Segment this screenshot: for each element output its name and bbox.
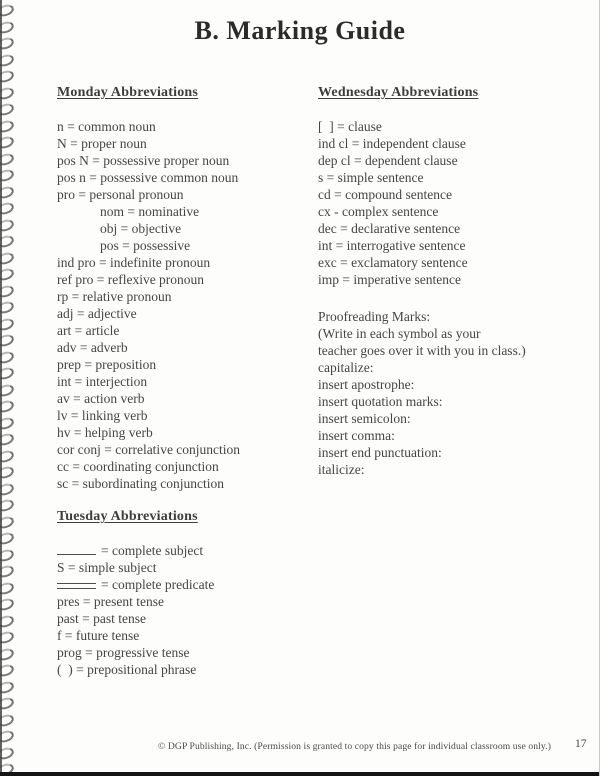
abbreviation-line: pres = present tense bbox=[57, 594, 164, 609]
abbreviation-line: pro = personal pronoun bbox=[57, 187, 184, 202]
spiral-coil-icon bbox=[0, 415, 15, 431]
monday-section bbox=[57, 84, 315, 492]
spiral-coil-icon bbox=[0, 118, 15, 134]
spiral-coil-icon bbox=[0, 613, 15, 629]
abbreviation-line: obj = objective bbox=[100, 221, 182, 236]
abbreviation-line: rp = relative pronoun bbox=[57, 289, 172, 304]
spiral-coil-icon bbox=[0, 283, 15, 299]
abbreviation-line: adj = adjective bbox=[57, 306, 137, 321]
single-underline-symbol bbox=[57, 552, 96, 555]
proofreading-line: Proofreading Marks: bbox=[318, 309, 431, 324]
spiral-coil-icon bbox=[0, 135, 15, 151]
spiral-coil-icon bbox=[0, 498, 15, 514]
spiral-coil-icon bbox=[0, 630, 15, 646]
spiral-coil-icon bbox=[0, 201, 15, 217]
abbreviation-line: N = proper noun bbox=[57, 136, 147, 151]
proofreading-line: insert quotation marks: bbox=[318, 394, 443, 409]
abbreviation-line: sc = subordinating conjunction bbox=[57, 476, 224, 491]
abbreviation-line: imp = imperative sentence bbox=[318, 272, 461, 287]
abbreviation-line: S = simple subject bbox=[57, 560, 157, 575]
abbreviation-line: hv = helping verb bbox=[57, 425, 153, 440]
spiral-coil-icon bbox=[0, 349, 15, 365]
abbreviation-line: cor conj = correlative conjunction bbox=[57, 442, 241, 457]
proofreading-line: (Write in each symbol as your bbox=[318, 326, 481, 341]
spiral-coil-icon bbox=[0, 729, 15, 745]
left-column bbox=[57, 84, 315, 678]
abbreviation-line: = complete predicate bbox=[57, 576, 315, 593]
abbreviation-line: = complete subject bbox=[57, 542, 315, 559]
spiral-coil-icon bbox=[0, 432, 15, 448]
abbreviation-line: s = simple sentence bbox=[318, 170, 424, 185]
page-number: 17 bbox=[575, 738, 587, 750]
spiral-coil-icon bbox=[0, 382, 15, 398]
spiral-binding bbox=[0, 0, 20, 776]
abbreviation-line: dep cl = dependent clause bbox=[318, 153, 458, 168]
abbreviation-line: prep = preposition bbox=[57, 357, 157, 372]
proofreading-line: teacher goes over it with you in class.) bbox=[318, 343, 526, 358]
proofreading-line: italicize: bbox=[318, 462, 365, 477]
wednesday-list bbox=[318, 118, 586, 288]
abbreviation-line: int = interjection bbox=[57, 374, 148, 389]
abbreviation-line: cd = compound sentence bbox=[318, 187, 452, 202]
abbreviation-line: dec = declarative sentence bbox=[318, 221, 461, 236]
page-title: B. Marking Guide bbox=[194, 16, 406, 45]
abbreviation-line: ref pro = reflexive pronoun bbox=[57, 272, 205, 287]
tuesday-section bbox=[57, 508, 315, 678]
abbreviation-line: ( ) = prepositional phrase bbox=[57, 662, 197, 677]
spiral-coil-icon bbox=[0, 316, 15, 332]
spiral-coil-icon bbox=[0, 514, 15, 530]
page-edge-bottom bbox=[0, 772, 600, 776]
spiral-coil-icon bbox=[0, 300, 15, 316]
proofreading-line: insert end punctuation: bbox=[318, 445, 442, 460]
spiral-coil-icon bbox=[0, 531, 15, 547]
abbreviation-line: cx - complex sentence bbox=[318, 204, 439, 219]
spiral-coil-icon bbox=[0, 69, 15, 85]
right-column bbox=[318, 84, 586, 478]
spiral-coil-icon bbox=[0, 448, 15, 464]
spiral-coil-icon bbox=[0, 399, 15, 415]
abbreviation-line: past = past tense bbox=[57, 611, 146, 626]
proofreading-line: insert apostrophe: bbox=[318, 377, 415, 392]
abbreviation-line: f = future tense bbox=[57, 628, 140, 643]
spiral-coil-icon bbox=[0, 102, 15, 118]
wednesday-section bbox=[318, 84, 586, 288]
spiral-coil-icon bbox=[0, 85, 15, 101]
abbreviation-line: av = action verb bbox=[57, 391, 145, 406]
spiral-coil-icon bbox=[0, 679, 15, 695]
abbreviation-line: adv = adverb bbox=[57, 340, 128, 355]
abbreviation-line: exc = exclamatory sentence bbox=[318, 255, 468, 270]
abbreviation-line: art = article bbox=[57, 323, 120, 338]
spiral-coil-icon bbox=[0, 333, 15, 349]
abbreviation-line: lv = linking verb bbox=[57, 408, 148, 423]
copyright-notice: © DGP Publishing, Inc. (Permission is granted to copy this page for individual classroom use only.) bbox=[158, 741, 551, 752]
spiral-coil-icon bbox=[0, 184, 15, 200]
abbreviation-line: pos = possessive bbox=[100, 238, 191, 253]
spiral-coil-icon bbox=[0, 168, 15, 184]
tuesday-list bbox=[57, 542, 315, 678]
abbreviation-line: pos N = possessive proper noun bbox=[57, 153, 230, 168]
spiral-coil-icon bbox=[0, 696, 15, 712]
spiral-coil-icon bbox=[0, 547, 15, 563]
spiral-coil-icon bbox=[0, 267, 15, 283]
spiral-coil-icon bbox=[0, 234, 15, 250]
page-edge-left bbox=[0, 0, 2, 776]
abbreviation-line: n = common noun bbox=[57, 119, 156, 134]
spiral-coil-icon bbox=[0, 712, 15, 728]
abbreviation-line: ind cl = independent clause bbox=[318, 136, 466, 151]
spiral-coil-icon bbox=[0, 151, 15, 167]
spiral-coil-icon bbox=[0, 663, 15, 679]
abbreviation-line: ind pro = indefinite pronoun bbox=[57, 255, 211, 270]
spiral-coil-icon bbox=[0, 465, 15, 481]
spiral-coil-icon bbox=[0, 366, 15, 382]
abbreviation-line: cc = coordinating conjunction bbox=[57, 459, 219, 474]
abbreviation-line: int = interrogative sentence bbox=[318, 238, 466, 253]
proofreading-line: capitalize: bbox=[318, 360, 374, 375]
abbreviation-line: prog = progressive tense bbox=[57, 645, 190, 660]
spiral-coil-icon bbox=[0, 217, 15, 233]
spiral-coil-icon bbox=[0, 250, 15, 266]
double-underline-symbol bbox=[57, 583, 96, 589]
spiral-coil-icon bbox=[0, 481, 15, 497]
spiral-coil-icon bbox=[0, 646, 15, 662]
abbreviation-line: pos n = possessive common noun bbox=[57, 170, 239, 185]
spiral-coil-icon bbox=[0, 52, 15, 68]
wednesday-heading: Wednesday Abbreviations bbox=[318, 85, 479, 100]
monday-heading: Monday Abbreviations bbox=[57, 85, 199, 100]
tuesday-heading: Tuesday Abbreviations bbox=[57, 509, 198, 524]
proofreading-marks-section bbox=[318, 308, 586, 478]
abbreviation-line: [ ] = clause bbox=[318, 119, 382, 134]
monday-list bbox=[57, 118, 315, 492]
abbreviation-line: nom = nominative bbox=[100, 204, 200, 219]
spiral-coil-icon bbox=[0, 745, 15, 761]
spiral-coil-icon bbox=[0, 564, 15, 580]
spiral-coil-icon bbox=[0, 580, 15, 596]
proofreading-line: insert semicolon: bbox=[318, 411, 411, 426]
proofreading-line: insert comma: bbox=[318, 428, 395, 443]
spiral-coil-icon bbox=[0, 597, 15, 613]
